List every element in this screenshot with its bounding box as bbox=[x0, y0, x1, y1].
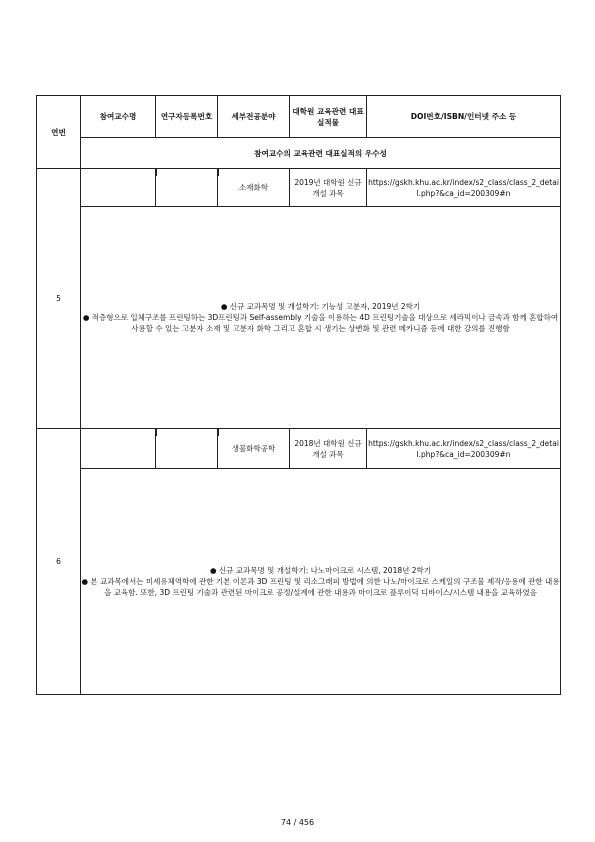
url-cell: https://gskh.khu.ac.kr/index/s2_class/class_2_detail.php?&ca_id=200309#n bbox=[367, 169, 561, 207]
header-professor: 참여교수명 bbox=[81, 96, 156, 138]
content-cell bbox=[81, 469, 561, 695]
content-line: ● 신규 교과목명 및 개설학기: 나노마이크로 시스템, 2018년 2학기 bbox=[209, 566, 432, 575]
content-line: ● 신규 교과목명 및 개설학기: 기능성 고분자, 2019년 2학기 bbox=[220, 302, 421, 311]
sub-header-row bbox=[37, 138, 561, 169]
content-row bbox=[37, 207, 561, 429]
content-line: ● 적층형으로 입체구조를 프린팅하는 3D프린팅과 Self-assembly 기술을 이용하는 4D 프린팅기술을 대상으로 세라믹이나 금속과 함께 혼합하여 사용할 수 있는 고분자 소재 및 고분자 화학 그리고 혼합 시 생기는 상변화 및 관련 메카니즘 등에 대한 강의를 진행함 bbox=[82, 313, 559, 333]
achievement-table bbox=[36, 95, 561, 695]
header-field: 세부전공분야 bbox=[218, 96, 290, 138]
content-line: ● 본 교과목에서는 미세유체역학에 관한 기본 이론과 3D 프린팅 및 리소그래피 방법에 의한 나노/마이크로 스케일의 구조물 제작/응용에 관한 내용을 교육함. 또한, 3D 프린팅 기술과 관련된 마이크로 공정/설계에 관한 내용과 마이크로 플루이딕 디바이스/시스템 내용을 교육하였음 bbox=[81, 577, 560, 597]
url-cell: https://gskh.khu.ac.kr/index/s2_class/class_2_detail.php?&ca_id=200309#n bbox=[367, 429, 561, 469]
row-number: 6 bbox=[37, 429, 81, 695]
researcher-id-cell bbox=[156, 169, 218, 207]
content-row bbox=[37, 469, 561, 695]
professor-cell bbox=[81, 429, 156, 469]
field-cell: 소재화학 bbox=[218, 169, 290, 207]
researcher-id-cell bbox=[156, 429, 218, 469]
header-achievement: 대학원 교육관련 대표실적물 bbox=[290, 96, 367, 138]
header-no: 연번 bbox=[37, 96, 81, 169]
header-row bbox=[37, 96, 561, 138]
row-number: 5 bbox=[37, 169, 81, 429]
achievement-cell: 2018년 대학원 신규 개설 과목 bbox=[290, 429, 367, 469]
achievement-cell: 2019년 대학원 신규 개설 과목 bbox=[290, 169, 367, 207]
field-cell: 생물화학공학 bbox=[218, 429, 290, 469]
header-doi: DOI번호/ISBN/인터넷 주소 등 bbox=[367, 96, 561, 138]
professor-cell bbox=[81, 169, 156, 207]
table-row bbox=[37, 429, 561, 469]
page-number: 74 / 456 bbox=[280, 818, 315, 827]
content-cell bbox=[81, 207, 561, 429]
table-row bbox=[37, 169, 561, 207]
sub-header: 참여교수의 교육관련 대표실적의 우수성 bbox=[81, 138, 561, 169]
header-researcher-id: 연구자등록번호 bbox=[156, 96, 218, 138]
